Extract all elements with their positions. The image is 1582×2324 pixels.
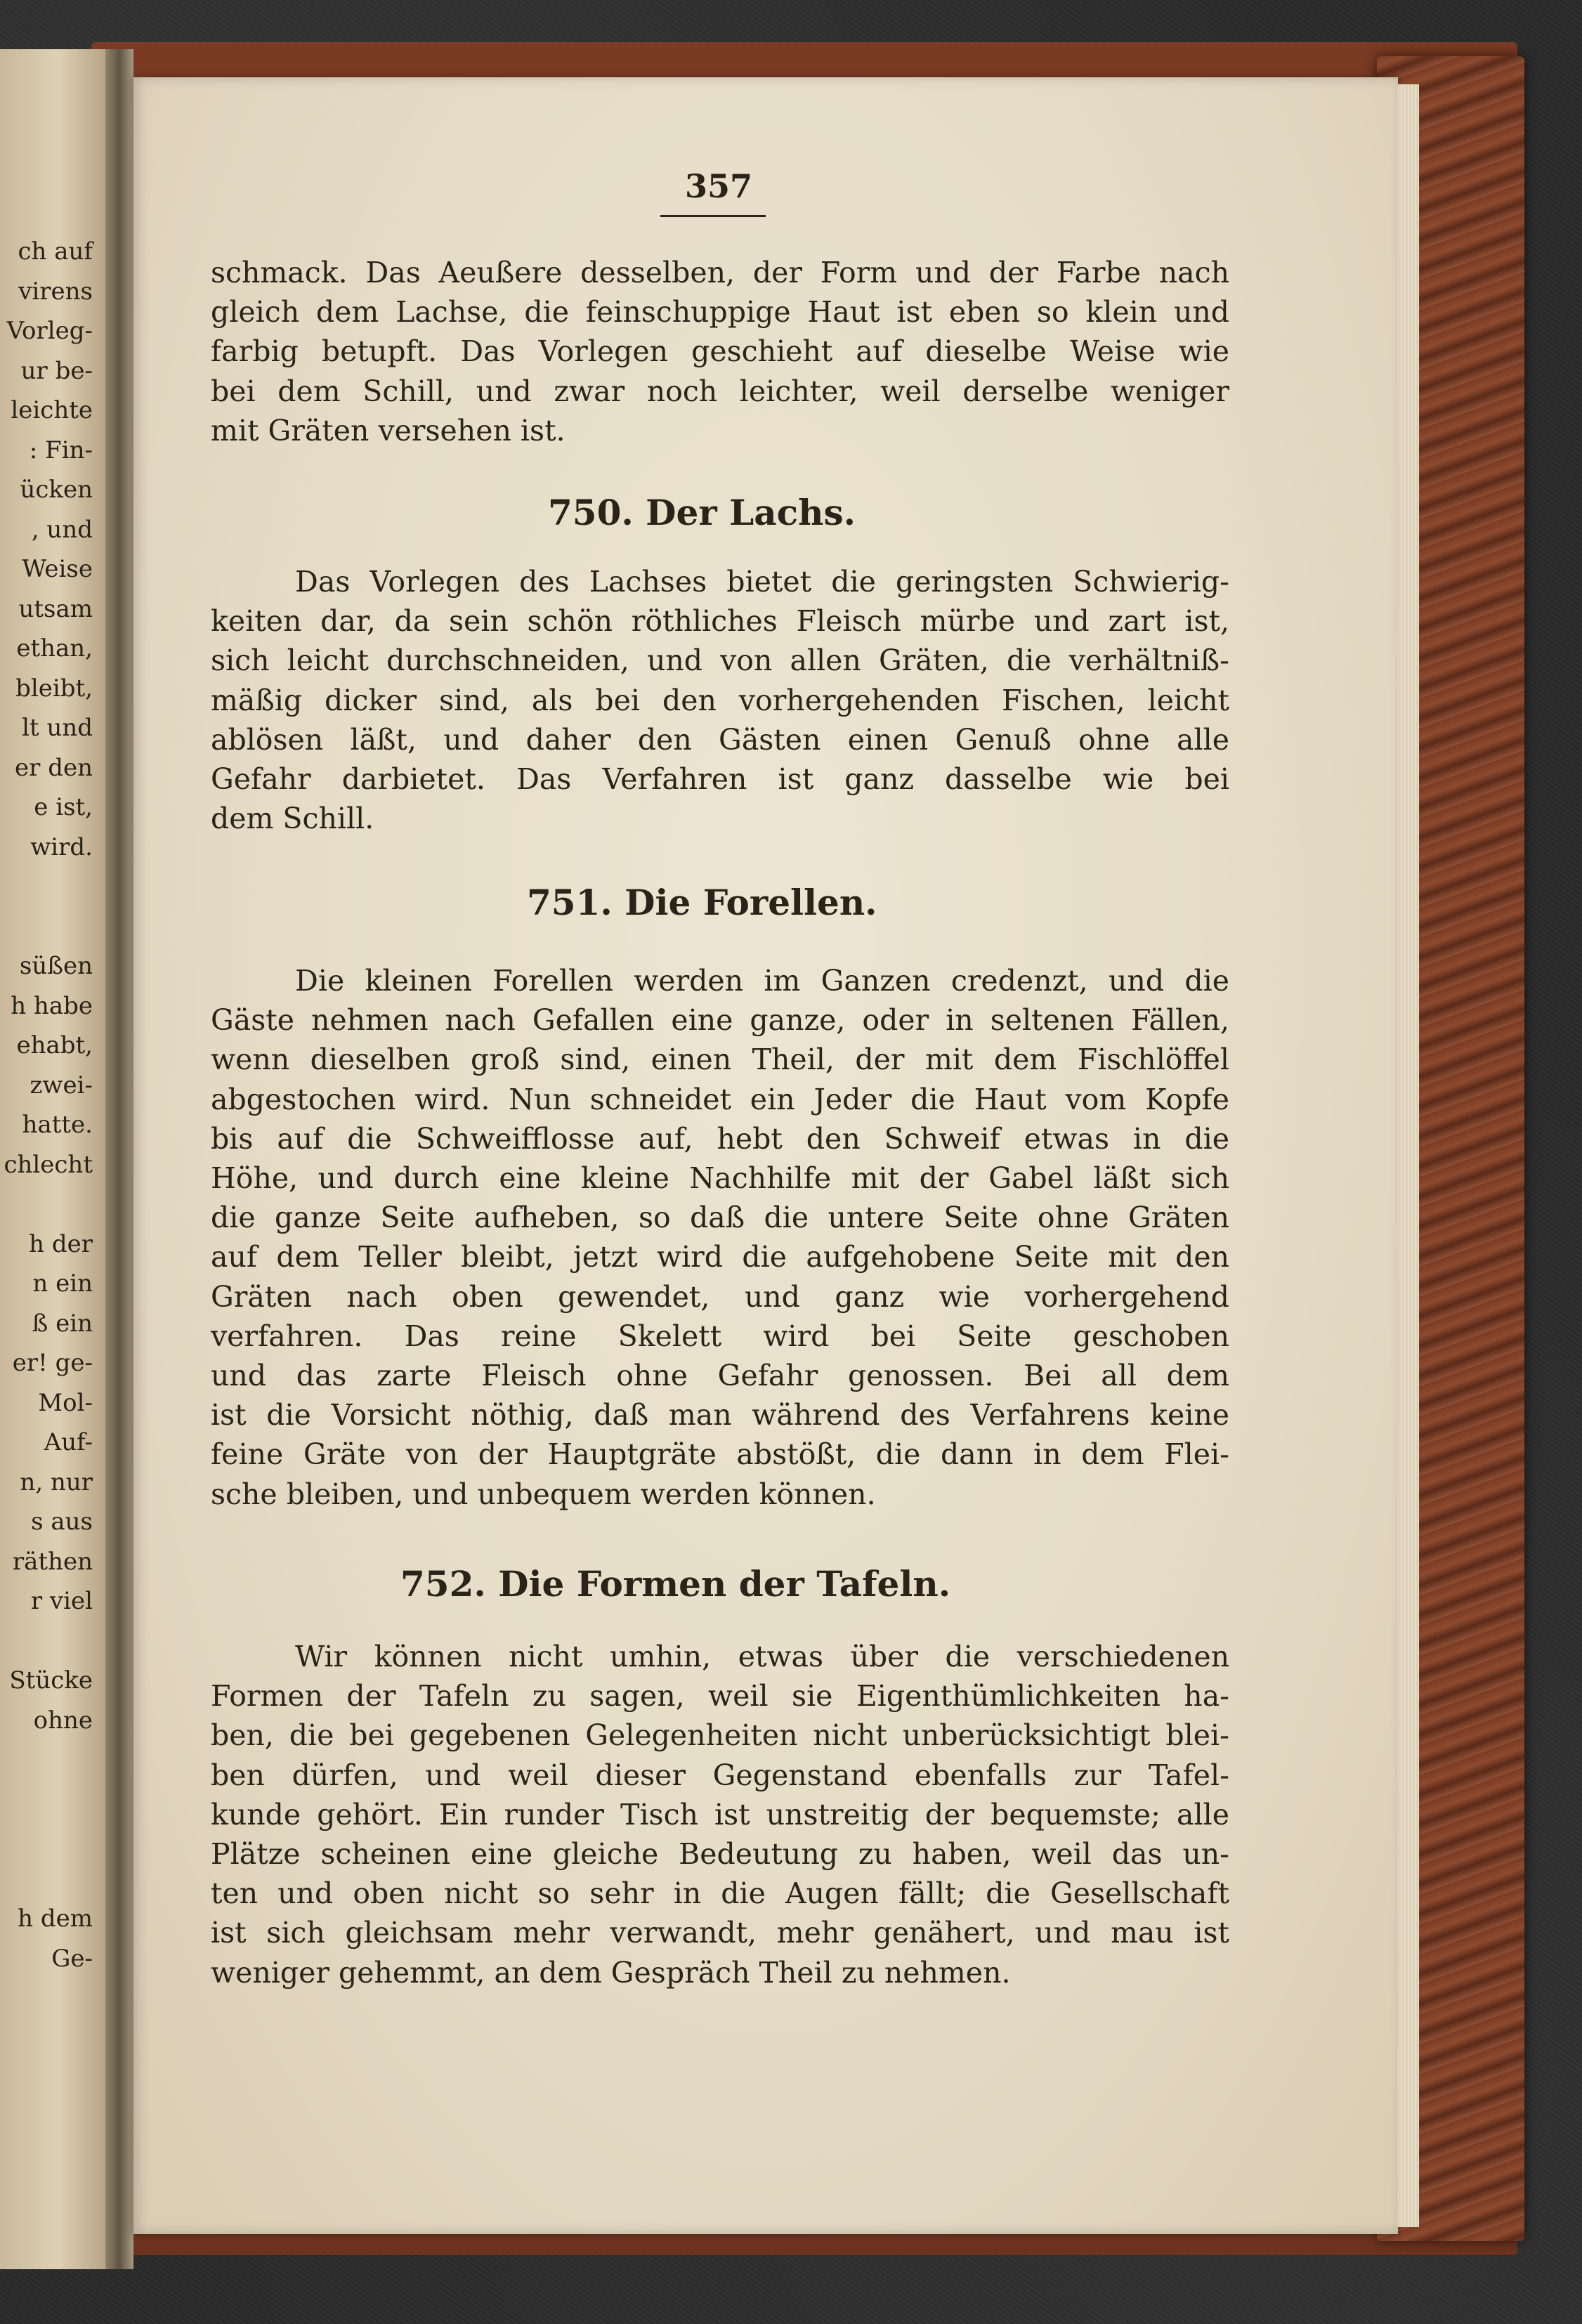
left-page-fragment: wird. [30,833,93,861]
text-line: verfahren. Das reine Skelett wird bei Seite geschoben [211,1319,1229,1353]
left-page-fragment: h habe [11,991,93,1020]
section-750-paragraph [211,562,1229,838]
left-page-fragment [0,1820,93,1860]
text-line: Die kleinen Forellen werden im Ganzen credenzt, und die [295,964,1229,998]
page-number-rule [660,215,766,217]
text-line: ben dürfen, und weil dieser Gegenstand ebenfalls zur Tafel- [211,1758,1229,1792]
text-line: Formen der Tafeln zu sagen, weil sie Eigenthümlichkeiten ha- [211,1679,1229,1713]
left-page-fragment: süßen [19,952,93,980]
page-edge-stack [1398,84,1419,2227]
left-page-text [0,232,93,1978]
left-page-fragment: e ist, [34,793,93,821]
section-751-paragraph [211,961,1229,1514]
left-page-fragment [0,1621,93,1662]
left-page-fragment: h dem [18,1905,93,1933]
text-line: feine Gräte von der Hauptgräte abstößt, die dann in dem Flei- [211,1437,1229,1472]
text-line: dem Schill. [211,802,374,836]
text-line: abgestochen wird. Nun schneidet ein Jeder die Haut vom Kopfe [211,1082,1229,1116]
left-page-fragment: utsam [18,594,93,623]
left-page-fragment: leichte [11,396,93,424]
left-page-fragment: zwei- [30,1071,93,1099]
left-page-fragment: bleibt, [15,674,93,703]
text-line: ist die Vorsicht nöthig, daß man während des Verfahrens keine [211,1398,1229,1432]
left-page-fragment: ur be- [20,356,93,385]
left-page-fragment: lt und [22,714,93,742]
text-line: Wir können nicht umhin, etwas über die verschiedenen [295,1640,1229,1673]
text-line: Gräten nach oben gewendet, und ganz wie vorhergehend [211,1279,1229,1314]
text-line: auf dem Teller bleibt, jetzt wird die aufgehobene Seite mit den [211,1240,1229,1274]
text-line: farbig betupft. Das Vorlegen geschieht auf dieselbe Weise wie [211,334,1229,369]
left-page-fragment [0,1780,93,1820]
text-line: weniger gehemmt, an dem Gespräch Theil zu nehmen. [211,1955,1011,1990]
text-line: ist sich gleichsam mehr verwandt, mehr genähert, und mau ist [211,1916,1229,1950]
left-page-fragment: hatte. [22,1111,93,1139]
left-page-fragment: Auf- [44,1428,93,1456]
text-line: Plätze scheinen eine gleiche Bedeutung zu haben, weil das un- [211,1837,1229,1872]
text-line: mäßig dicker sind, als bei den vorhergehenden Fischen, leicht [211,683,1229,717]
left-page-fragment: er! ge- [12,1349,93,1377]
left-page-fragment: s aus [31,1508,93,1536]
text-line: Gefahr darbietet. Das Verfahren ist ganz dasselbe wie bei [211,762,1229,797]
text-line: sich leicht durchschneiden, und von allen Gräten, die verhältniß- [211,644,1229,678]
text-line: ben, die bei gegebenen Gelegenheiten nicht unberücksichtigt blei- [211,1718,1229,1753]
intro-paragraph [211,253,1229,450]
left-page-fragment: er den [15,753,93,782]
left-page-fragment: ehabt, [16,1031,93,1059]
left-page-fragment: ethan, [16,634,93,662]
left-page-fragment: räthen [12,1547,93,1576]
text-line: mit Gräten versehen ist. [211,413,566,448]
left-page-fragment: ch auf [18,237,93,266]
text-line: keiten dar, da sein schön röthliches Fleisch mürbe und zart ist, [211,604,1229,639]
text-line: Gäste nehmen nach Gefallen eine ganze, oder in seltenen Fällen, [211,1003,1229,1038]
left-page-fragment: chlecht [4,1150,93,1179]
text-line: wenn dieselben groß sind, einen Theil, der mit dem Fischlöffel [211,1043,1229,1077]
section-752-paragraph [211,1637,1229,1992]
text-line: und das zarte Fleisch ohne Gefahr genossen. Bei all dem [211,1359,1229,1393]
left-page-fragment: r viel [30,1587,93,1615]
left-page-fragment: Mol- [38,1388,93,1417]
left-facing-page [0,49,105,2269]
left-page-fragment: , und [31,515,93,544]
left-page-fragment: n ein [32,1269,93,1298]
left-page-fragment: ohne [33,1706,93,1735]
left-page-fragment: Stücke [9,1666,93,1695]
left-page-fragment: h der [29,1229,93,1258]
text-line: ten und oben nicht so sehr in die Augen fällt; die Gesellschaft [211,1876,1229,1911]
section-heading-750: 750. Der Lachs. [548,492,856,533]
left-page-fragment: Weise [22,555,93,583]
left-page-fragment: n, nur [20,1468,93,1496]
left-page-fragment: virens [18,277,93,306]
left-page-fragment: ß ein [32,1309,93,1338]
left-page-fragment: Vorleg- [6,317,93,345]
left-page-fragment [0,1740,93,1780]
left-page-fragment [0,907,93,947]
text-line: sche bleiben, und unbequem werden können. [211,1477,876,1511]
book-gutter [105,49,133,2269]
text-line: schmack. Das Aeußere desselben, der Form und der Farbe nach [211,256,1229,289]
text-line: bis auf die Schweifflosse auf, hebt den Schweif etwas in die [211,1121,1229,1156]
page-number: 357 [685,167,753,205]
text-line: gleich dem Lachse, die feinschuppige Haut ist eben so klein und [211,295,1229,329]
left-page-fragment [0,1184,93,1225]
left-page-fragment: : Fin- [29,436,93,464]
left-page-fragment: Ge- [51,1944,93,1973]
text-line: Das Vorlegen des Lachses bietet die geringsten Schwierig- [295,565,1229,599]
text-line: ablösen läßt, und daher den Gästen einen Genuß ohne alle [211,722,1229,757]
text-line: Höhe, und durch eine kleine Nachhilfe mit der Gabel läßt sich [211,1161,1229,1196]
left-page-fragment: ücken [20,476,93,504]
section-heading-751: 751. Die Forellen. [527,882,877,923]
left-page-fragment [0,867,93,907]
text-line: kunde gehört. Ein runder Tisch ist unstreitig der bequemste; alle [211,1797,1229,1832]
section-heading-752: 752. Die Formen der Tafeln. [400,1563,951,1605]
text-line: die ganze Seite aufheben, so daß die untere Seite ohne Gräten [211,1201,1229,1235]
left-page-fragment [0,1860,93,1900]
text-line: bei dem Schill, und zwar noch leichter, weil derselbe weniger [211,374,1229,408]
